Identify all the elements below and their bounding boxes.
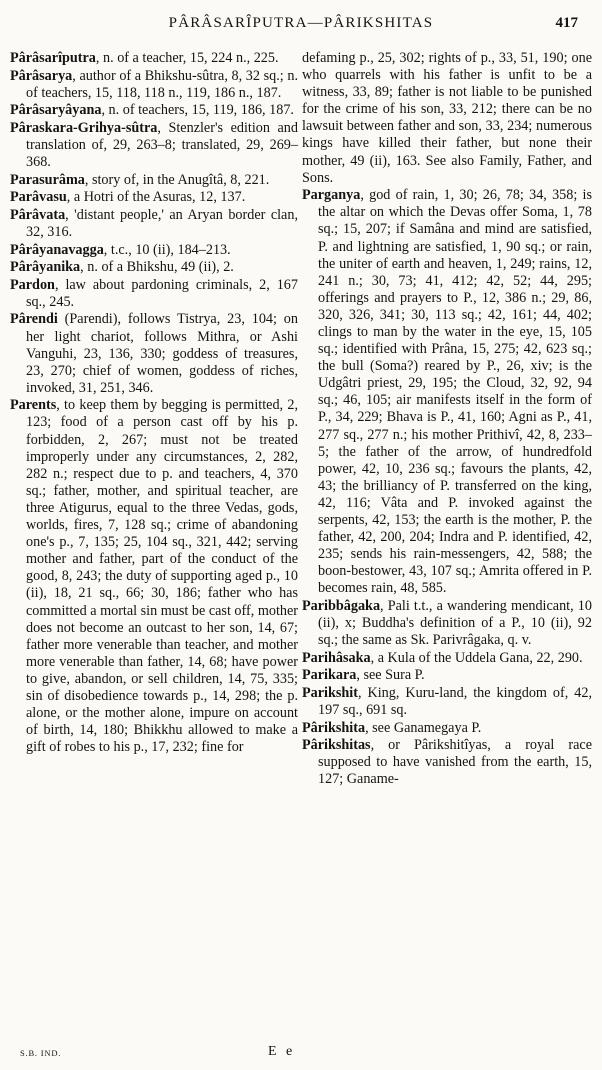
entry-headword: Pârâsarîputra [10,50,96,66]
entry-text: , to keep them by begging is permitted, 2, 123; food of a person cast off by his p. forbidden, 2, 267; must not be treated improperly under any circumstances, 2, 282, 282 n.; respect due to p. and teachers, 4, 370 sq.; father, mother, and spiritual teacher, are three Atigurus, equal to the three Vedas, gods, worlds, fires, 7, 128 sq.; crime of abandoning one's p., 7, 135; 25, 104 sq., 321, 442; serving mother and father, part of the conduct of the good, 8, 243; the duty of supporting aged p., 10 (ii), 18, 21 sq., 66; 30, 186; father who has committed a mortal sin must be cast off, mother does not become an outcast to her son, 14, 67; father more venerable than teacher, and mother more venerable than father, 14, 68; have power to give, abandon, or sell children, 14, 75, 335; sin of disobedience towards p., 14, 298; the p. alone, or the mother alone, impure on account of birth, 14, 180; Bhikkhu allowed to make a gift of robes to his p., 17, 232; fine for [26,397,299,756]
signature-mark: S.B. IND. [20,1048,62,1058]
index-entry [10,172,298,189]
page-number: 417 [555,15,578,31]
entry-text: , Stenzler's edition and translation of, 29, 263–8; translated, 29, 269–368. [26,119,298,171]
entry-text: , King, Kuru-land, the kingdom of, 42, 197 sq., 691 sq. [318,684,592,719]
index-entry [302,667,592,684]
entry-headword: Paribbâgaka [302,598,381,614]
entry-headword: Parikshit [302,684,358,701]
index-entry [302,685,592,719]
index-entry [10,397,298,756]
entry-text: , t.c., 10 (ii), 184–213. [103,241,231,258]
entry-headword: Parikara [302,667,357,684]
entry-headword: Parganya [302,187,361,204]
entry-text: , or Pârikshitîyas, a royal race supposed to have vanished from the earth, 15, 127; Ganame- [318,737,592,788]
entry-headword: Parents [10,397,57,414]
entry-text: , see Sura P. [356,667,425,684]
entry-headword: Pâraskara-Grihya-sûtra [10,119,158,136]
entry-text: , 'distant people,' an Aryan border clan, 32, 316. [26,206,298,240]
entry-headword: Pârâsaryâyana [10,102,102,119]
index-entry [10,120,298,171]
entry-headword: Pârâyanavagga [10,241,104,258]
entry-text: , n. of a teacher, 15, 224 n., 225. [95,50,279,66]
entry-text: , a Hotri of the Asuras, 12, 137. [66,189,246,206]
entry-headword: Parihâsaka [302,649,371,666]
running-title: PÂRÂSARÎPUTRA—PÂRIKSHITAS [168,15,434,31]
entry-text: , story of, in the Anugîtâ, 8, 221. [84,171,270,188]
index-entry [302,50,592,187]
entry-headword: Pardon [10,276,55,293]
index-entry [302,720,592,737]
index-entry [10,189,298,206]
entry-text: defaming p., 25, 302; rights of p., 33, 51, 190; one who quarrels with his father is unfit to be a witness, 33, 89; father is not liable to be punished for the crime of his son, 33, 212; there can be no lawsuit between father and son, 33, 234; numerous kings have killed their father, but none their mother, 49 (ii), 163. See also Family, Father, and Sons. [302,50,592,186]
running-header [0,15,602,37]
gathering-mark: E e [268,1044,296,1059]
index-entry [10,242,298,259]
entry-text: , a Kula of the Uddela Gana, 22, 290. [370,649,583,666]
index-entry [10,207,298,241]
entry-headword: Pârikshitas [302,737,371,754]
index-entry [10,102,298,119]
entry-headword: Pârâsarya [10,67,73,84]
entry-text: , god of rain, 1, 30; 26, 78; 34, 358; is the altar on which the Devas offer Soma, 1, 78 sq.; 15, 207; if Samâna and mind are satisfied, P. and lightning are satisfied, 1, 90 sq.; or rain, the uniter of earth and heaven, 1, 249; rains, 12, 241 n.; 30, 73; 41, 412; 42, 52; 44, 295; offerings and prayers to P., 12, 386 n.; 29, 86, 320, 326, 341; 30, 113 sq.; 42, 161; 44, 402; clings to man by the water in the eye, 15, 105 sq.; identified with Prâna, 15, 275; 42, 623 sq.; the bull (Soma?) reared by P., 26, xiv; is the Udgâtri priest, 29, 195; the Cloud, 32, 92, 94 sq.; 46, 105; air manifests itself in the form of P., 34, 229; Bhava is P., 41, 160; Agni as P., 41, 277 sq., 277 n.; his mother Prithivî, 42, 8, 233–5; the father of the arrow, of hundredfold power, 42, 10, 236 sq.; favours the plants, 42, 43; the brilliancy of P. transferred on the king, 42, 116; Vâta and P. invoked against the serpents, 42, 153; the earth is the mother, P. the father, 42, 200, 204; Indra and P. identified, 42, 235; sends his rain-messengers, 42, 588; the boon-bestower, 43, 107 sq.; Amrita offered in P. becomes rain, 48, 585. [318,187,592,597]
index-entry [10,277,298,311]
index-entry [302,598,592,649]
entry-headword: Pârâvata [10,206,66,223]
right-column [302,50,592,789]
index-entry [302,187,592,597]
index-entry [302,650,592,667]
entry-text: , see Ganamegaya P. [365,719,482,736]
index-entry [10,50,298,67]
entry-headword: Parâvasu [10,189,67,206]
index-entry [10,259,298,276]
entry-text: , Pali t.t., a wandering mendicant, 10 (ii), x; Buddha's definition of a P., 10 (ii), 92 sq.; the same as Sk. Parivrâgaka, q. v. [318,598,592,649]
entry-headword: Pârendi [10,311,58,328]
entry-headword: Pârikshita [302,719,366,736]
entry-headword: Parasurâma [10,171,85,188]
entry-text: , n. of teachers, 15, 119, 186, 187. [101,102,294,119]
entry-text: , n. of a Bhikshu, 49 (ii), 2. [80,259,234,276]
entry-text: , author of a Bhikshu-sûtra, 8, 32 sq.; n. of teachers, 15, 118, 118 n., 119, 186 n., 187. [26,67,298,101]
entry-text: (Parendi), follows Tistrya, 23, 104; on her light chariot, follows Mithra, or Ashi Vanguhi, 23, 136, 330; goddess of treasures, 23, 270; chief of women, goddess of riches, invoked, 31, 251, 346. [26,311,298,396]
left-column [10,50,298,757]
index-entry [302,737,592,788]
index-entry [10,311,298,396]
index-entry [10,68,298,102]
entry-text: , law about pardoning criminals, 2, 167 sq., 245. [26,276,298,310]
entry-headword: Pârâyanika [10,259,81,276]
